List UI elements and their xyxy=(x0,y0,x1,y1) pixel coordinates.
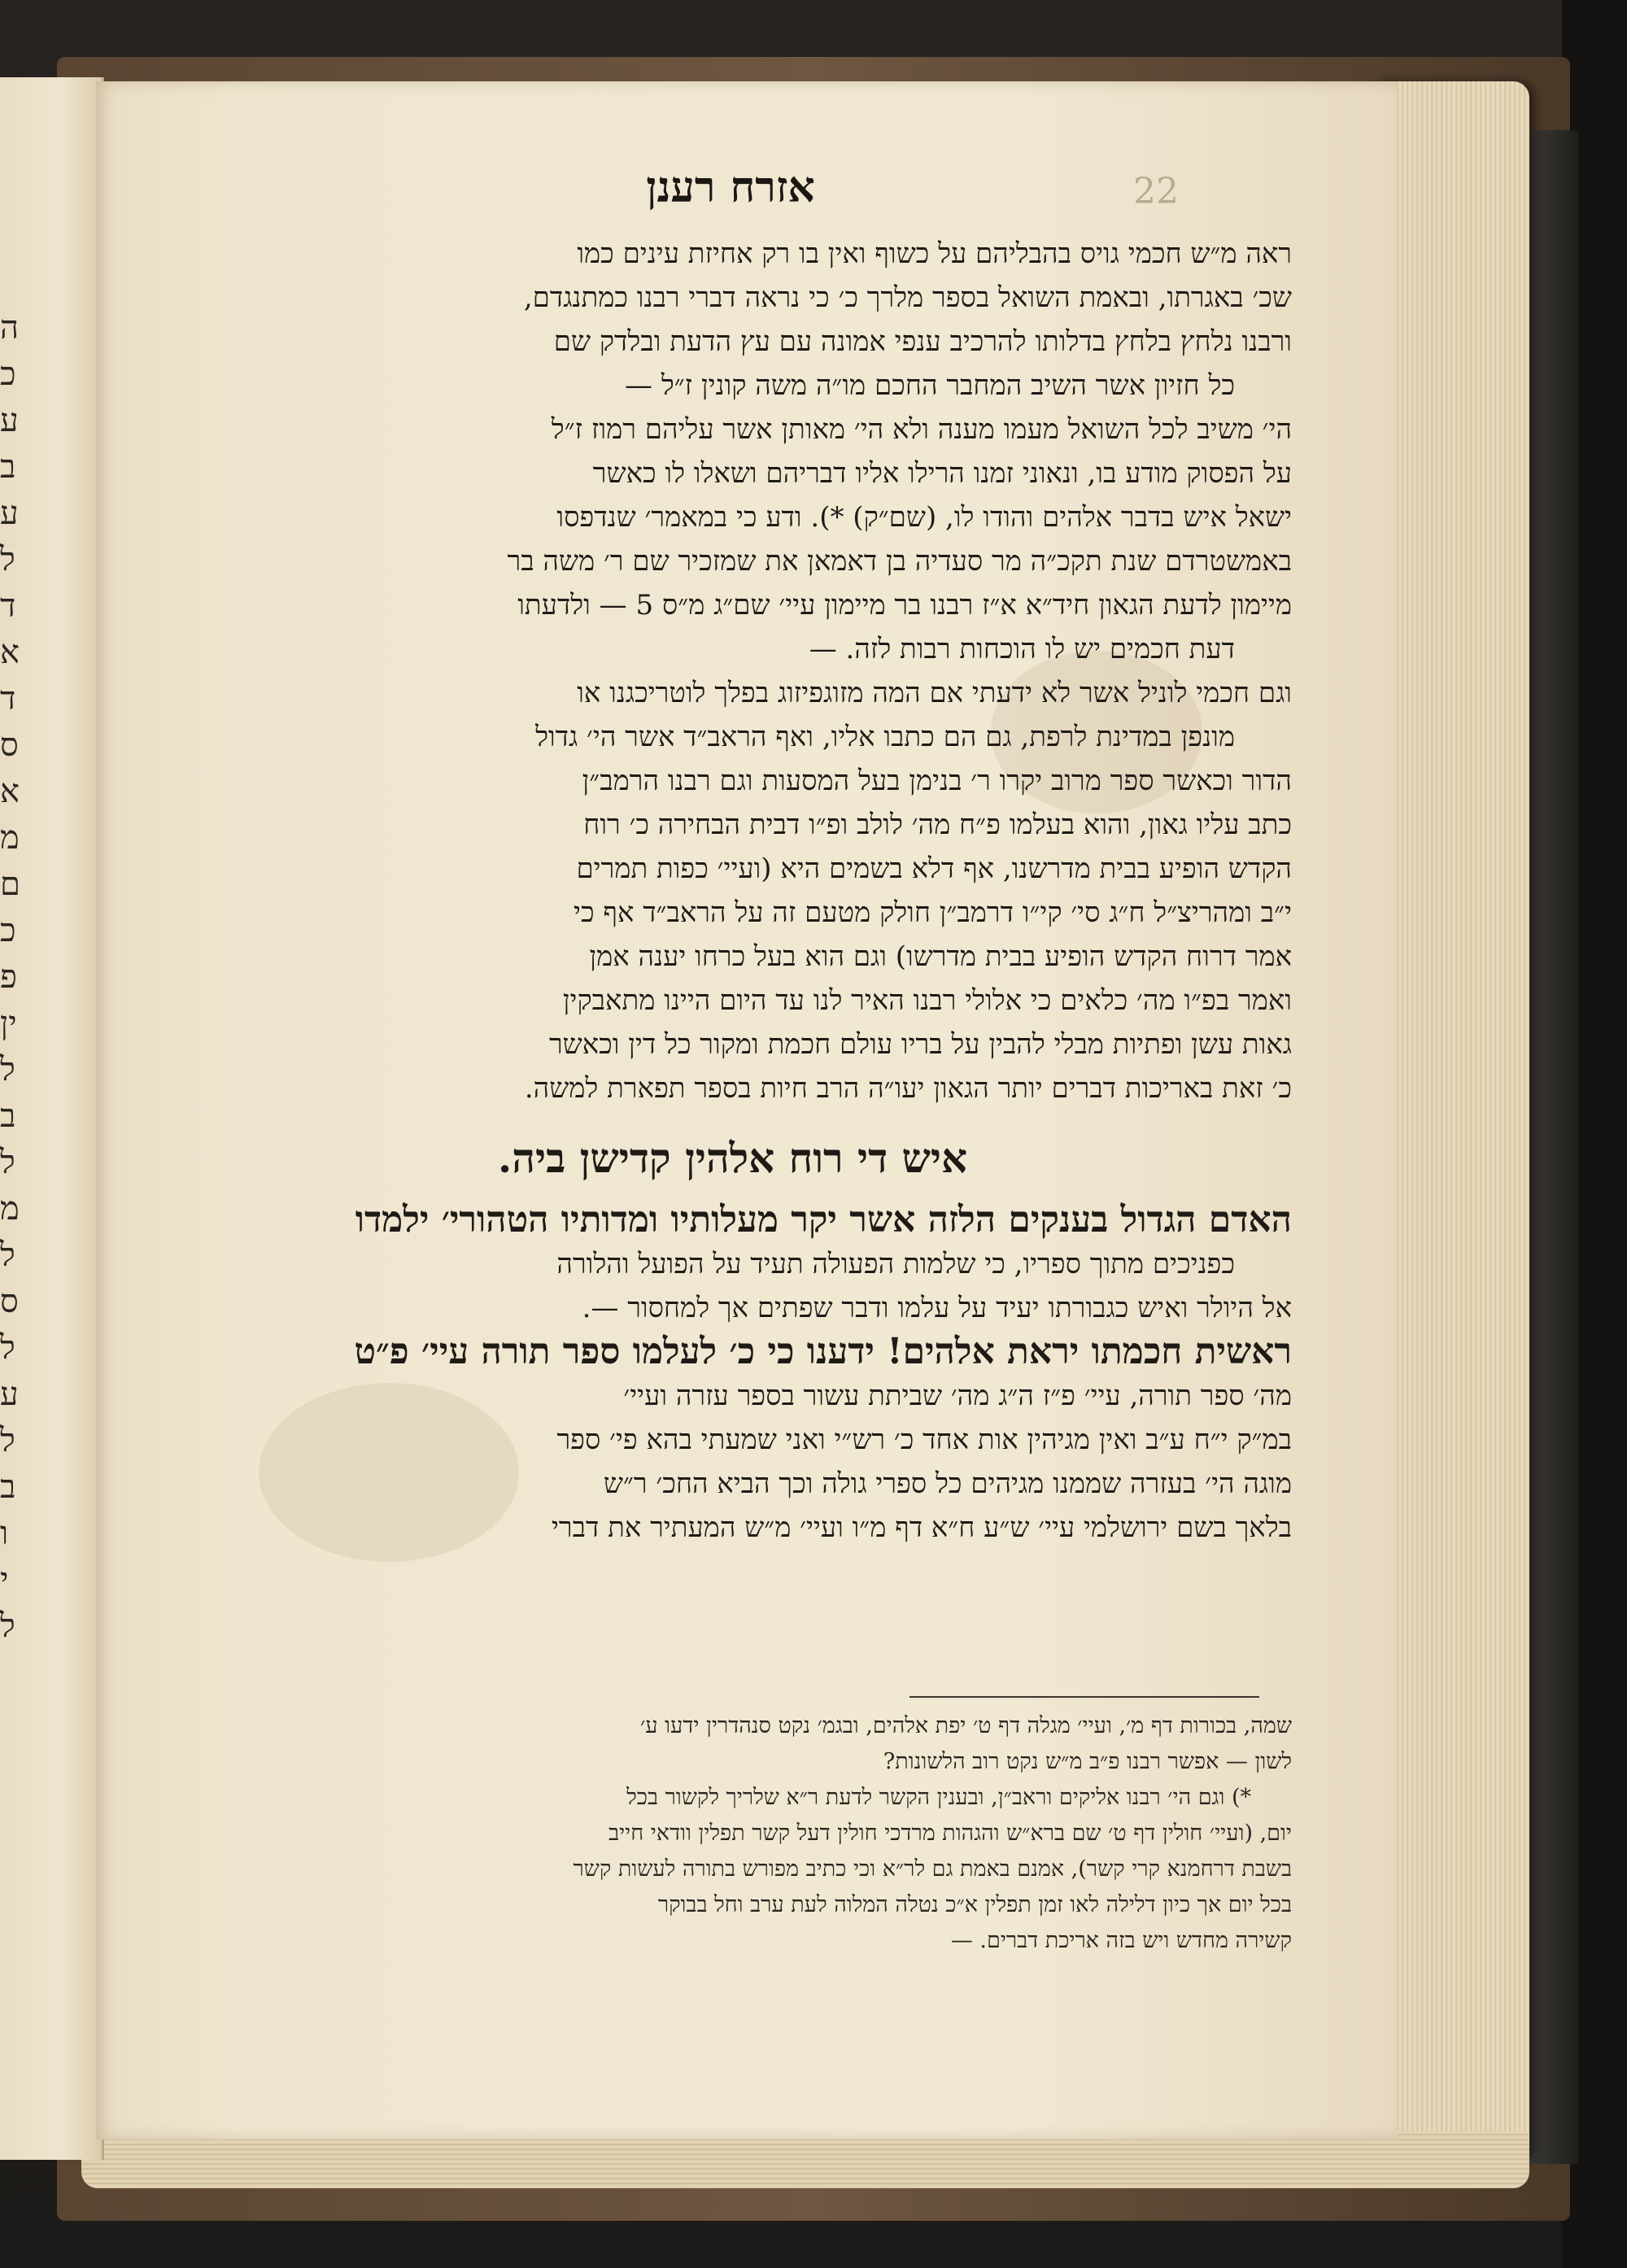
text-line: מה׳ ספר תורה, עיי׳ פ״ז ה״ג מה׳ שביתת עשור בספר עזרה ועיי׳ xyxy=(623,1380,1292,1412)
left-page-glyph: ין xyxy=(0,1005,17,1042)
left-page-glyph: ב xyxy=(0,1468,16,1506)
text-line: מיימון לדעת הגאון חיד״א א״ז רבנו בר מיימון עיי׳ שם״ג מ״ס 5 — ולדעתו xyxy=(517,589,1292,622)
text-line: י״ב ומהריצ״ל ח״ג סי׳ קי״ו דרמב״ן חולק מטעם זה על הראב״ד אף כי xyxy=(574,896,1292,929)
text-line: ישאל איש בדבר אלהים והודו לו, (שם״ק) *). ודע כי במאמר׳ שנדפסו xyxy=(556,501,1292,534)
right-page xyxy=(96,81,1398,2139)
text-line: מונפן במדינת לרפת, גם הם כתבו אליו, ואף הראב״ד אשר הי׳ גדול xyxy=(535,721,1235,753)
left-page-glyph: ם xyxy=(0,866,20,903)
footnote-line: לשון — אפשר רבנו פ״ב מ״ש נקט רוב הלשונות? xyxy=(883,1749,1292,1774)
text-line: אמר דרוח הקדש הופיע בבית מדרשו) וגם הוא בעל כרחו יענה אמן xyxy=(589,940,1292,973)
text-line: כתב עליו גאון, והוא בעלמו פ״ח מה׳ לולב ופ״ו דבית הבחירה כ׳ רוח xyxy=(583,809,1292,841)
left-page xyxy=(0,77,104,2160)
text-line: באמשטרדם שנת תקכ״ה מר סעדיה בן דאמאן את שמזכיר שם ר׳ משה בר xyxy=(507,545,1292,578)
left-page-glyph: ל xyxy=(0,1607,15,1645)
left-page-glyph: ל xyxy=(0,1422,15,1459)
body-text xyxy=(173,232,1292,1550)
text-line: מוגה הי׳ בעזרה שממנו מגיהים כל ספרי גולה וכך הביא החכ׳ ר״ש xyxy=(603,1468,1292,1500)
left-page-glyph: ע xyxy=(0,1376,19,1413)
left-page-glyph: א xyxy=(0,634,20,671)
left-page-glyph: ס xyxy=(0,1283,19,1320)
text-line: הקדש הופיע בבית מדרשנו, אף דלא בשמים היא (ועיי׳ כפות תמרים xyxy=(576,853,1292,885)
text-line: ראשית חכמתו יראת אלהים! ידענו כי כ׳ לעלמו ספר תורה עיי׳ פ״ט xyxy=(354,1331,1292,1372)
left-page-glyph: ס xyxy=(0,726,19,764)
text-line: בלאך בשם ירושלמי עיי׳ ש״ע ח״א דף מ״ו ועיי׳ מ״ש המעתיר את דברי xyxy=(551,1511,1292,1544)
footnote-line: בשבת דרחמנא קרי קשר), אמנם באמת גם לר״א וכי כתיב מפורש בתורה לעשות קשר xyxy=(573,1856,1292,1882)
left-page-glyph: ב xyxy=(0,1097,16,1135)
page-number: 22 xyxy=(1133,171,1179,212)
running-head: אזרח רענן xyxy=(646,163,815,212)
left-page-text xyxy=(0,305,24,1650)
left-page-glyph: כ xyxy=(0,355,16,393)
text-line: ראה מ״ש חכמי גויס בהבליהם על כשוף ואין בו רק אחיזת עינים כמו xyxy=(577,238,1292,270)
footnote-rule xyxy=(909,1696,1259,1698)
left-page-glyph: ע xyxy=(0,402,19,439)
text-line: במ״ק י״ח ע״ב ואין מגיהין אות אחד כ׳ רש״י ואני שמעתי בהא פי׳ ספר xyxy=(556,1424,1292,1456)
footnote-line: יום, (ועיי׳ חולין דף ט׳ שם ברא״ש והגהות מרדכי חולין דעל קשר תפלין וודאי חייב xyxy=(608,1821,1292,1846)
text-line: אל היולר ואיש כגבורתו יעיד על עלמו ודבר שפתים אך למחסור —. xyxy=(582,1292,1292,1324)
text-line: וגם חכמי לוניל אשר לא ידעתי אם המה מזוגפיזוג בפלך לוטריכגנו או xyxy=(577,677,1292,709)
left-page-glyph: כ xyxy=(0,912,16,949)
left-page-glyph: ד xyxy=(0,680,16,717)
left-page-glyph: ע xyxy=(0,495,19,532)
left-page-glyph: ל xyxy=(0,1329,15,1367)
text-line: כפניכים מתוך ספריו, כי שלמות הפעולה תעיד על הפועל והלורה xyxy=(556,1248,1235,1280)
left-page-glyph: ו xyxy=(0,1515,9,1552)
footnote-line: שמה, בכורות דף מ׳, ועיי׳ מגלה דף ט׳ יפת אלהים, ובגמ׳ נקט סנהדרין ידעו ע׳ xyxy=(640,1713,1292,1738)
section-heading: איש די רוח אלהין קדישן ביה. xyxy=(497,1134,968,1182)
book-spine xyxy=(1529,130,1578,2164)
left-page-glyph: פ xyxy=(0,958,17,996)
text-line: האדם הגדול בענקים הלזה אשר יקר מעלותיו ומדותיו הטהורי׳ ילמדו xyxy=(355,1199,1292,1241)
left-page-glyph: ל xyxy=(0,1051,15,1088)
text-line: דעת חכמים יש לו הוכחות רבות לזה. — xyxy=(809,633,1235,665)
left-page-glyph: ל xyxy=(0,1236,15,1274)
footnote-line: בכל יום אך כיון דלילה לאו זמן תפלין א״כ נטלה המלוה לעת ערב וחל בבוקר xyxy=(657,1892,1292,1917)
footnote-line: קשירה מחדש ויש בזה אריכת דברים. — xyxy=(950,1928,1292,1953)
text-line: הי׳ משיב לכל השואל מעמו מענה ולא הי׳ מאותן אשר עליהם רמוז ז״ל xyxy=(551,413,1292,446)
text-line: הדור וכאשר ספר מרוב יקרו ר׳ בנימן בעל המסעות וגם רבנו הרמב״ן xyxy=(582,765,1292,797)
text-line: על הפסוק מודע בו, ונאוני זמנו הרילו אליו דבריהם ושאלו לו כאשר xyxy=(592,457,1292,490)
left-page-glyph: א xyxy=(0,773,20,810)
left-page-glyph: מ xyxy=(0,1190,20,1228)
left-page-glyph: מ xyxy=(0,819,20,857)
footnote-line: *) וגם הי׳ רבנו אליקים וראב״ן, ובענין הקשר לדעת ר״א שלריך לקשור בכל xyxy=(626,1785,1251,1810)
text-line: כ׳ זאת באריכות דברים יותר הגאון יעו״ה הרב חיות בספר תפארת למשה. xyxy=(524,1072,1292,1105)
left-page-glyph: ל xyxy=(0,541,15,578)
left-page-glyph: י xyxy=(0,1561,9,1599)
text-line: ואמר בפ״ו מה׳ כלאים כי אלולי רבנו האיר לנו עד היום היינו מתאבקין xyxy=(562,984,1292,1017)
text-line: ורבנו נלחץ בלחץ בדלותו להרכיב ענפי אמונה עם עץ הדעת ובלדק שם xyxy=(553,325,1292,358)
left-page-glyph: ב xyxy=(0,448,16,486)
left-page-glyph: ד xyxy=(0,587,16,625)
left-page-glyph: ל xyxy=(0,1144,15,1181)
footnotes xyxy=(173,1708,1292,1959)
text-line: גאות עשן ופתיות מבלי להבין על בריו עולם חכמת ומקור כל דין וכאשר xyxy=(548,1028,1292,1061)
text-line: שכ׳ באגרתו, ובאמת השואל בספר מלרך כ׳ כי נראה דברי רבנו כמתנגדם, xyxy=(523,281,1292,314)
bottom-page-edges xyxy=(81,2131,1529,2188)
page-edges xyxy=(1375,81,1529,2164)
text-line: כל חזיון אשר השיב המחבר החכם מו״ה משה קונין ז״ל — xyxy=(625,369,1235,402)
left-page-glyph: ה xyxy=(0,309,20,347)
